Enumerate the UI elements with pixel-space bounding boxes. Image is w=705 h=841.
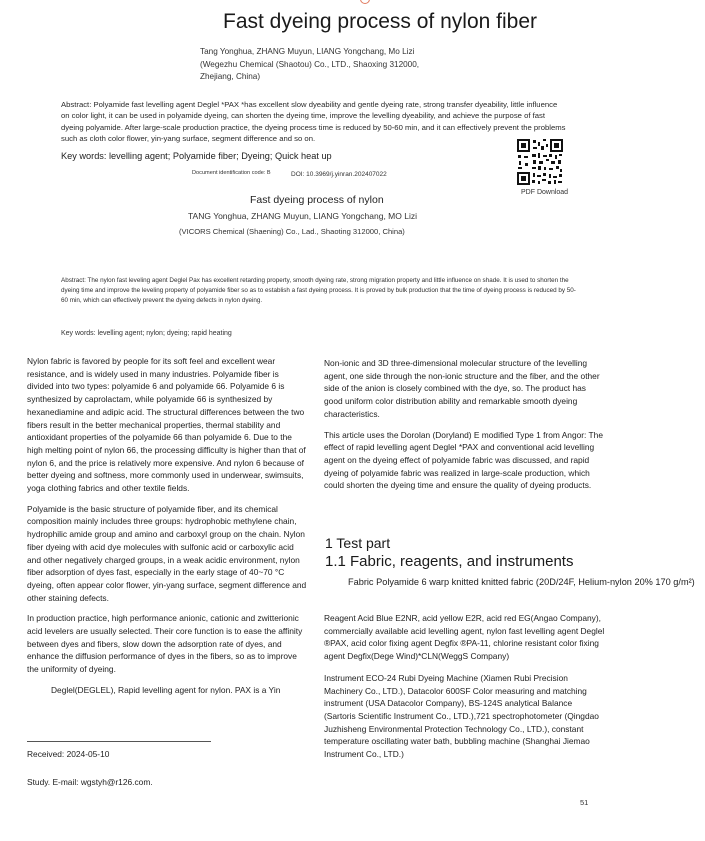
section-heading: 1 Test part [325,535,391,551]
received-date: Received: 2024-05-10 [27,749,110,759]
left-column [27,355,307,705]
english-affiliation: (VICORS Chemical (Shaening) Co., Lad., Shaoting 312000, China) [179,227,405,236]
english-authors: TANG Yonghua, ZHANG Muyun, LIANG Yongchang, MO Lizi [188,211,417,221]
fabric-line: Fabric Polyamide 6 warp knitted knitted fabric (20D/24F, Helium-nylon 20% 170 g/m²) [348,577,695,587]
doi: DOI: 10.3969/j.yinran.202407022 [291,171,387,178]
reagent-paragraph: Reagent Acid Blue E2NR, acid yellow E2R, acid red EG(Angao Company), commercially available acid levelling agent, nylon fast levelling agent Deglel ®PAX, acid color fixing agent Degfix ®PA-11, chlorine resistant color fixing agent Degfix(Dege Wind)*CLN(WeggS Company) [324,613,605,662]
author-names: Tang Yonghua, ZHANG Muyun, LIANG Yongchang, Mo Lizi [200,47,415,56]
instrument-paragraph: Instrument ECO-24 Rubi Dyeing Machine (Xiamen Rubi Precision Machinery Co., LTD.), Datacolor 600SF Color measuring and matching instrument (USA Datacolor Company), BS-124S analytical Balance (Sartoris Scientific Instrument Co., LTD.),721 spectrophotometer (Qingdao Juzhisheng Environmental Protection Technology Co., LTD.), constant temperature oscillating water bath, bubbling machine (Shanghai Jiemao Instrument Co., LTD.) [324,672,599,760]
subsection-heading: 1.1 Fabric, reagents, and instruments [325,553,574,570]
english-abstract: Abstract: The nylon fast leveling agent Deglel Pax has excellent retarding property, smooth dyeing rate, strong migration property and little influence on shade. It is used to shorten the dyeing time and improve the leveling property of polyamide fiber so as to establish a fast dyeing process. It is proved by bulk production that the time of dyeing process is reduced by 50-60 min, which can effectively prevent the dyeing defects in nylon dyeing. [61,277,576,304]
page-marker-icon [360,0,370,4]
author-affiliation: (Wegezhu Chemical (Shaotou) Co., LTD., Shaoxing 312000, [200,59,420,69]
materials-list [324,612,606,770]
body-paragraph: In production practice, high performance anionic, cationic and zwitterionic acid levelers are usually selected. Their core function is to ease the affinity between dyes and fibers, slow down the adsorption rate of dyes, and enhance the diffusion performance of dyes in the fibers, so as to improve the uniformity of dyeing. [27,613,303,675]
english-keywords: Key words: levelling agent; nylon; dyeing; rapid heating [61,330,232,337]
body-paragraph: Non-ionic and 3D three-dimensional molecular structure of the levelling agent, one side through the non-ionic structure and the fiber, and the other side of the anion is closely combined with the dye, so. The product has good uniform color distribution ability and remarkable smooth dyeing characteristics. [324,358,600,419]
document-code: Document identification code: B [192,170,271,176]
qr-code-icon[interactable] [516,138,564,186]
body-paragraph: This article uses the Dorolan (Doryland) E modified Type 1 from Angor: The effect of rapid levelling agent Deglel *PAX and conventional acid levelling agent on the dyeing effect of polyamide fabric was discussed, and rapid dyeing of polyamide fabric was realized in large-scale production, which could shorten the dyeing time and ensure the quality of dyeing products. [324,429,603,491]
author-block [200,46,460,84]
keywords: Key words: levelling agent; Polyamide fiber; Dyeing; Quick heat up [61,151,332,161]
page-title: Fast dyeing process of nylon fiber [223,10,537,33]
english-title: Fast dyeing process of nylon [250,194,384,206]
body-paragraph: Nylon fabric is favored by people for its soft feel and excellent wear resistance, and is widely used in many industries. Polyamide fiber is divided into two types: polyamide 6 and polyamide 66. Polyamide 6 is synthesized by caprolactam, while polyamide 66 is synthesized by hexanediamine and adipic acid. The structural differences between the two fibers result in the better mechanical properties, thermal stability and antioxidant properties of the polyamide 66 than polyamide 6. Due to the high melting point of nylon 66, the processing difficulty is higher than that of nylon 6, and the price is relatively more expensive. And nylon 6 because of better dyeing and softness, more commonly used in underwear, swimsuits, yoga clothing fabrics and other textile fields. [27,356,306,494]
right-column [324,357,604,500]
page-number: 51 [580,798,589,807]
body-paragraph: Deglel(DEGLEL), Rapid levelling agent for nylon. PAX is a Yin [51,684,281,695]
abstract: Abstract: Polyamide fast levelling agent Deglel *PAX *has excellent slow dyeability and gentle dyeing rate, strong transfer dyeability, little influence on color light, it can be used in polyamide dyeing, can shorten the dyeing time, improve the levelling dyeability, and achieve the purpose of fast dyeing polyamide. After large-scale production practice, the dyeing process time is reduced by 50-60 min, and it can effectively prevent the problems such as cloth color flower, yin-yang surface, segment difference and so on. [61,100,566,144]
author-affiliation-2: Zhejiang, China) [200,72,261,81]
pdf-download-link[interactable]: PDF Download [521,189,569,196]
body-paragraph: Polyamide is the basic structure of polyamide fiber, and its chemical composition mainly includes three groups: hydrophobic methylene chain, hydrophilic amide group and amino and carboxyl group on the chain. Nylon fiber dyeing with acid dye molecules with sulfonic acid or carboxylic acid and other negatively charged groups, in a weak acidic environment, nylon fiber adsorption of dyes fast, especially in the early stage of 40~70 °C dyeing, often appear color flower, yin-yang surface, segment difference and other staining defects. [27,503,307,603]
author-email: Study. E-mail: wgstyh@r126.com. [27,777,153,787]
footnote-divider [27,741,211,742]
